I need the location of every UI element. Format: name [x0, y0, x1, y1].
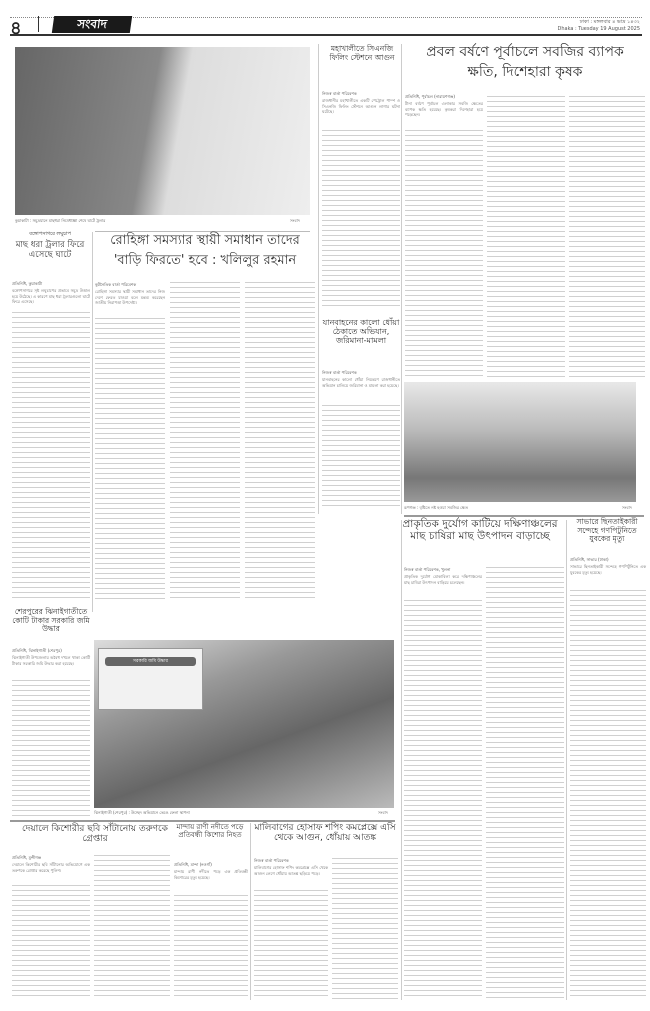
column-rule [250, 823, 251, 1000]
rohingya-byline: কূটনৈতিক বার্তা পরিবেশক [95, 282, 137, 287]
vegetables-col1 [405, 130, 483, 380]
smoke-body-text [322, 405, 400, 507]
malibagh-col2 [332, 858, 398, 1000]
girl-photo-headline: দেয়ালে কিশোরীর ছবি সাঁটানোয় তরুণকে গ্রেপ্তার [22, 824, 168, 845]
mohakhali-byline: নিজস্ব বার্তা পরিবেশক [322, 91, 357, 96]
signboard [98, 648, 203, 710]
savar-headline: সাভারে ছিনতাইকারী সন্দেহে গণপিটুনিতে যুবকের মৃত্যু [576, 517, 638, 544]
girl-col2 [94, 855, 170, 1000]
trawler-body-text [12, 312, 90, 602]
sherpur-body-text [12, 680, 90, 820]
malibagh-col1 [254, 890, 328, 1000]
girl-photo-byline: প্রতিনিধি, মুন্সীগঞ্জ [12, 855, 42, 860]
vegetables-photo [404, 382, 636, 502]
rohingya-headline-line2: 'বাড়ি ফিরতে' হবে : খলিলুর রহমান [113, 253, 297, 268]
newspaper-logo: সংবাদ [52, 16, 132, 33]
fish-farmers-byline: নিজস্ব বার্তা পরিবেশক, খুলনা [404, 567, 451, 572]
rohingya-col3 [245, 282, 315, 600]
smoke-byline: নিজস্ব বার্তা পরিবেশক [322, 370, 357, 375]
date-bengali: ঢাকা : মঙ্গলবার ৪ ভাদ্র ১৪৩২ [579, 19, 640, 25]
savar-body: সাভারে ছিনতাইকারী সন্দেহে গণপিটুনিতে এক যুবকের মৃত্যু হয়েছে। [570, 564, 646, 575]
vegetables-byline: প্রতিনিধি, পূর্বাচল (নারায়ণগঞ্জ) [405, 94, 455, 99]
masthead [0, 0, 650, 39]
sherpur-body: ঝিনাইগাতী উপজেলায় অবৈধ দখলে থাকা কোটি টাকার সরকারি জমি উদ্ধার করা হয়েছে। [12, 655, 90, 666]
river-byline: প্রতিনিধি, মান্দা (নওগাঁ) [174, 862, 212, 867]
photo-credit: সংবাদ [378, 810, 388, 815]
malibagh-headline: মালিবাগের হোসাফ শপিং কমপ্লেক্সে এসি থেকে আগুন, ধোঁয়ায় আতঙ্ক [254, 823, 396, 844]
vegetables-col3 [569, 96, 645, 380]
river-headline: মান্দায় রাণী নদীতে পড়ে প্রতিবন্ধী কিশোর নিহত [176, 823, 244, 840]
date-english: Dhaka : Tuesday 19 August 2025 [557, 26, 640, 32]
page-number: ৪ [10, 18, 22, 39]
fish-farmers-body: প্রাকৃতিক দুর্যোগ মোকাবিলা করে দক্ষিণাঞ্চলের মাছ চাষিরা উৎপাদন বাড়িয়ে চলেছেন। [404, 574, 482, 585]
photo-credit: সংবাদ [290, 218, 300, 223]
vegetables-body: টানা বর্ষণে পূর্বাচল এলাকার সবজি ক্ষেতের ব্যাপক ক্ষতি হয়েছে। কৃষকরা দিশেহারা হয়ে পড়েছেন। [405, 101, 483, 118]
mohakhali-body: রাজধানীর মহাখালীতে একটি পেট্রোল পাম্প ও সিএনজি ফিলিং স্টেশনে আগুন লাগার ঘটনা ঘটেছে। [322, 98, 400, 115]
sherpur-byline: প্রতিনিধি, ঝিনাইগাতী (শেরপুর) [12, 648, 62, 653]
column-rule [401, 520, 402, 1000]
column-rule [92, 232, 93, 612]
river-body: মান্দায় রাণী নদীতে পড়ে এক প্রতিবন্ধী কিশোরের মৃত্যু হয়েছে। [174, 869, 248, 880]
vegetables-headline-line2: ক্ষতি, দিশেহারা কৃষক [467, 64, 583, 80]
river-body-text [174, 895, 248, 1000]
eviction-photo [94, 640, 394, 808]
malibagh-body: মালিবাগের হোসাফ শপিং কমপ্লেক্সে এসি থেকে আগুন লেগে ধোঁয়ায় আতঙ্ক ছড়িয়ে পড়ে। [254, 865, 328, 876]
savar-byline: প্রতিনিধি, সাভার (ঢাকা) [570, 557, 609, 562]
trawler-headline: মাছ ধরা ট্রলার ফিরে এসেছে ঘাটে [15, 240, 85, 260]
photo-credit: সংবাদ [622, 505, 632, 510]
trawler-kicker: বঙ্গোপসাগরে লঘুচাপ [29, 231, 71, 237]
eviction-photo-caption: ঝিনাইগাতী (শেরপুর) : উচ্ছেদ অভিযানে ভেঙে ফেলা স্থাপনা [94, 810, 190, 815]
malibagh-byline: নিজস্ব বার্তা পরিবেশক [254, 858, 289, 863]
girl-photo-body: দেয়ালে কিশোরীর ছবি সাঁটানোর অভিযোগে এক তরুণকে গ্রেপ্তার করেছে পুলিশ। [12, 862, 90, 873]
boats-photo [15, 47, 310, 215]
rohingya-headline-line1: রোহিঙ্গা সমস্যার স্থায়ী সমাধান তাদের [110, 233, 300, 248]
mohakhali-body-text [322, 130, 400, 310]
fish-farmers-headline: প্রাকৃতিক দুর্যোগ কাটিয়ে দক্ষিণাঞ্চলের মাছ চাষিরা মাছ উৎপাদন বাড়াচ্ছে [402, 518, 558, 543]
savar-body-text [570, 590, 646, 1000]
trawler-byline: প্রতিনিধি, কুয়াকাটা [12, 281, 43, 286]
column-rule [566, 520, 567, 1000]
column-rule [401, 44, 402, 514]
vegetables-col2 [487, 96, 565, 380]
rohingya-col2 [170, 282, 240, 600]
rule [10, 820, 395, 822]
trawler-body: বঙ্গোপসাগরে সৃষ্ট লঘুচাপের প্রভাবে সমুদ্র উত্তাল হয়ে উঠেছে। এ কারণে মাছ ধরা ট্রলারগুলো ঘাটে ফিরে এসেছে। [12, 288, 90, 305]
mohakhali-headline: মহাখালীতে সিএনজি ফিলিং স্টেশনে আগুন [329, 44, 395, 62]
header-rule [10, 34, 642, 36]
column-rule [318, 44, 319, 514]
boats-photo-caption: কুয়াকাটা : সমুদ্রযানে মাছধরা নিষেধাজ্ঞা শেষে ঘাটে ট্রলার [15, 218, 106, 223]
vegetables-photo-caption: রূপগঞ্জ : বৃষ্টিতে নষ্ট হওয়া সবজির ক্ষেত [404, 505, 469, 510]
sherpur-headline: শেরপুরের ঝিনাইগাতীতে কোটি টাকার সরকারি জমি উদ্ধার [12, 607, 90, 634]
rohingya-body: রোহিঙ্গা সমস্যার স্থায়ী সমাধান তাদের নিজ দেশে ফেরত যাওয়া বলে মন্তব্য করেছেন জাতীয় নিরাপত্তা উপদেষ্টা। [95, 289, 165, 306]
rohingya-col1 [95, 318, 165, 600]
vegetables-headline-line1: প্রবল বর্ষণে পূর্বাচলে সবজির ব্যাপক [426, 44, 624, 60]
signboard-title: সরকারি জমি উদ্ধার [105, 657, 196, 666]
fish-col1 [404, 600, 482, 1000]
girl-col1 [12, 885, 90, 1000]
divider [38, 16, 39, 32]
fish-col2 [486, 567, 564, 1000]
rule [95, 231, 310, 232]
smoke-headline: যানবাহনের কালো ধোঁয়া ঠেকাতে অভিযান, জরিমানা-মামলা [322, 318, 400, 346]
smoke-body: যানবাহনের কালো ধোঁয়া নিয়ন্ত্রণে রাজধানীতে অভিযান চালিয়ে জরিমানা ও মামলা করা হয়েছে। [322, 377, 400, 388]
